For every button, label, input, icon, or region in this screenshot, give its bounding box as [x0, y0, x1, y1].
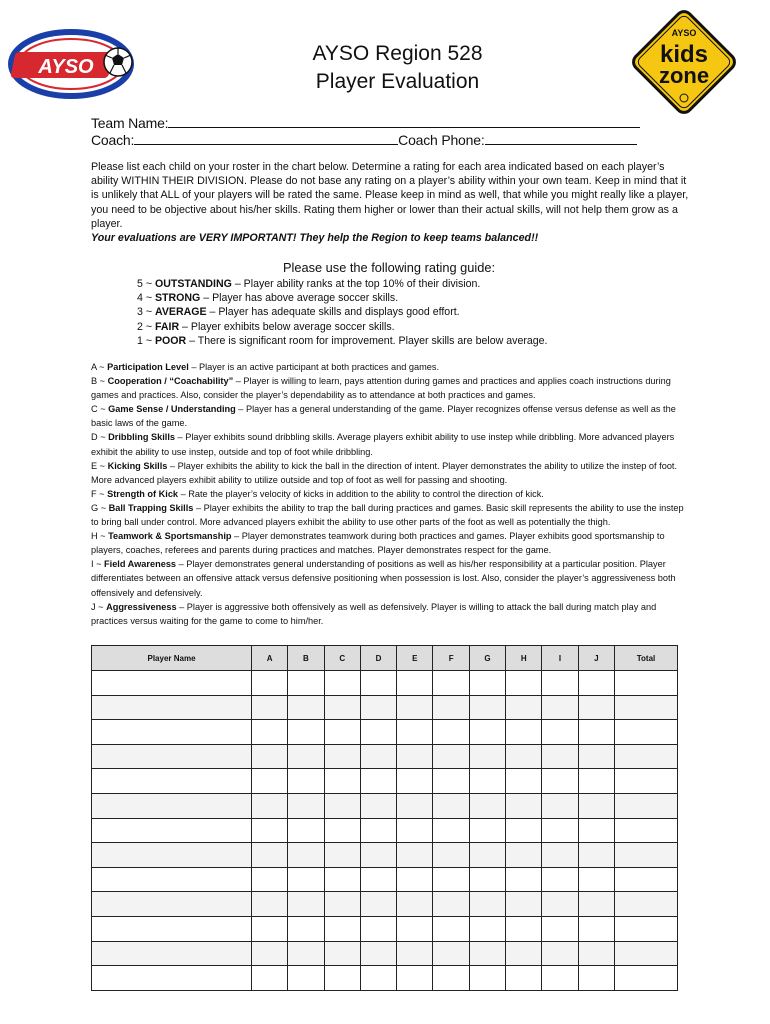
- rating-cell[interactable]: [360, 818, 396, 843]
- criterion-c: C ~ Game Sense / Understanding – Player has a general understanding of the game. Player recognizes offense versus defense as well as the basic laws of the game.: [91, 404, 676, 429]
- player-name-cell[interactable]: [92, 720, 252, 745]
- rating-guide-title: Please use the following rating guide:: [283, 260, 495, 275]
- table-body: [92, 671, 678, 991]
- rating-item: 2 ~ FAIR – Player exhibits below average soccer skills.: [137, 320, 395, 333]
- rating-cell[interactable]: [542, 818, 578, 843]
- rating-cell[interactable]: [433, 720, 469, 745]
- rating-cell[interactable]: [615, 695, 678, 720]
- table-row: [92, 794, 678, 819]
- rating-cell[interactable]: [433, 892, 469, 917]
- kids-zone-kids-text: kids: [659, 41, 709, 68]
- rating-cell[interactable]: [542, 671, 578, 696]
- rating-cell[interactable]: [578, 892, 614, 917]
- rating-cell[interactable]: [288, 843, 324, 868]
- rating-cell[interactable]: [578, 695, 614, 720]
- kids-zone-zone-text: zone: [658, 63, 710, 88]
- rating-cell[interactable]: [542, 744, 578, 769]
- rating-cell[interactable]: [615, 818, 678, 843]
- table-row: [92, 671, 678, 696]
- player-name-cell[interactable]: [92, 818, 252, 843]
- table-row: [92, 818, 678, 843]
- table-row: [92, 966, 678, 991]
- rating-cell[interactable]: [360, 671, 396, 696]
- player-name-cell[interactable]: [92, 671, 252, 696]
- rating-cell[interactable]: [615, 941, 678, 966]
- rating-cell[interactable]: [615, 966, 678, 991]
- rating-cell[interactable]: [252, 917, 288, 942]
- rating-cell[interactable]: [542, 794, 578, 819]
- rating-cell[interactable]: [506, 720, 542, 745]
- header-b: B: [288, 646, 324, 671]
- rating-cell[interactable]: [506, 892, 542, 917]
- criterion-h: H ~ Teamwork & Sportsmanship – Player demonstrates teamwork during both practices and games. Player exhibits good sportsmanship to players, coaches, referees and parents during practices and matches. Player demonstrates respect for the game.: [91, 531, 665, 556]
- rating-cell[interactable]: [288, 917, 324, 942]
- header-i: I: [542, 646, 578, 671]
- player-name-cell[interactable]: [92, 941, 252, 966]
- instructions-text: Please list each child on your roster in the chart below. Determine a rating for each area indicated based on each player’s ability WITHIN THEIR DIVISION. Please do not base any rating on a player’s ability within your own team. Keep in mind that it is unlikely that ALL of your players will be rated the same. Please keep in mind as well, that while you might really like a player, you need to be objective about his/her skills. Rating them higher or lower than their actual skills, will not help them grow as a player.: [91, 161, 689, 230]
- rating-cell[interactable]: [397, 843, 433, 868]
- team-name-line: [91, 113, 640, 131]
- rating-cell[interactable]: [324, 966, 360, 991]
- rating-cell[interactable]: [578, 917, 614, 942]
- rating-cell[interactable]: [506, 917, 542, 942]
- ayso-logo-text: AYSO: [38, 56, 94, 78]
- rating-cell[interactable]: [433, 867, 469, 892]
- rating-cell[interactable]: [469, 941, 505, 966]
- player-name-cell[interactable]: [92, 966, 252, 991]
- rating-cell[interactable]: [397, 744, 433, 769]
- kids-zone-logo: [628, 6, 740, 118]
- criteria-list: [91, 360, 691, 628]
- coach-field[interactable]: [134, 130, 398, 145]
- rating-cell[interactable]: [397, 695, 433, 720]
- title-line-2: Player Evaluation: [315, 70, 480, 93]
- rating-cell[interactable]: [324, 744, 360, 769]
- title-line-1: AYSO Region 528: [312, 42, 483, 65]
- rating-cell[interactable]: [506, 867, 542, 892]
- rating-cell[interactable]: [469, 720, 505, 745]
- rating-cell[interactable]: [397, 818, 433, 843]
- rating-cell[interactable]: [433, 744, 469, 769]
- rating-cell[interactable]: [578, 843, 614, 868]
- rating-cell[interactable]: [252, 671, 288, 696]
- criterion-b: B ~ Cooperation / “Coachability” – Player is willing to learn, pays attention during games and practices and applies coach instructions during games and practices. Also, consider the player’s dependability as to attendance at both practices and games.: [91, 376, 671, 401]
- rating-cell[interactable]: [542, 695, 578, 720]
- rating-cell[interactable]: [324, 695, 360, 720]
- rating-cell[interactable]: [252, 966, 288, 991]
- rating-cell[interactable]: [397, 720, 433, 745]
- rating-cell[interactable]: [615, 744, 678, 769]
- player-name-cell[interactable]: [92, 769, 252, 794]
- rating-cell[interactable]: [506, 941, 542, 966]
- rating-cell[interactable]: [324, 917, 360, 942]
- rating-cell[interactable]: [252, 769, 288, 794]
- rating-cell[interactable]: [469, 843, 505, 868]
- rating-cell[interactable]: [433, 794, 469, 819]
- header-d: D: [360, 646, 396, 671]
- criterion-f: F ~ Strength of Kick – Rate the player’s velocity of kicks in addition to the ability to control the direction of kick.: [91, 488, 544, 499]
- table-row: [92, 695, 678, 720]
- rating-cell[interactable]: [252, 892, 288, 917]
- rating-cell[interactable]: [506, 794, 542, 819]
- rating-cell[interactable]: [397, 671, 433, 696]
- rating-cell[interactable]: [542, 720, 578, 745]
- rating-cell[interactable]: [252, 744, 288, 769]
- rating-cell[interactable]: [324, 941, 360, 966]
- rating-cell[interactable]: [324, 720, 360, 745]
- rating-cell[interactable]: [542, 843, 578, 868]
- rating-cell[interactable]: [469, 794, 505, 819]
- page-title: [250, 40, 545, 96]
- rating-cell[interactable]: [324, 867, 360, 892]
- header-h: H: [506, 646, 542, 671]
- rating-item: 3 ~ AVERAGE – Player has adequate skills and displays good effort.: [137, 306, 460, 319]
- rating-cell[interactable]: [433, 917, 469, 942]
- header-player-name: Player Name: [92, 646, 252, 671]
- rating-cell[interactable]: [360, 720, 396, 745]
- rating-cell[interactable]: [397, 941, 433, 966]
- rating-cell[interactable]: [578, 794, 614, 819]
- rating-item: 1 ~ POOR – There is significant room for improvement. Player skills are below average.: [137, 334, 548, 347]
- rating-cell[interactable]: [360, 769, 396, 794]
- rating-cell[interactable]: [324, 818, 360, 843]
- criterion-g: G ~ Ball Trapping Skills – Player exhibits the ability to trap the ball during practices and games. Basic skill represents the ability to use the instep to bring ball under control. More advanced players exhibit the ability to use other parts of the foot as well as potentially the thigh.: [91, 502, 684, 528]
- player-name-cell[interactable]: [92, 843, 252, 868]
- rating-cell[interactable]: [506, 695, 542, 720]
- rating-cell[interactable]: [578, 744, 614, 769]
- rating-cell[interactable]: [542, 966, 578, 991]
- rating-cell[interactable]: [433, 941, 469, 966]
- rating-cell[interactable]: [542, 917, 578, 942]
- rating-cell[interactable]: [252, 941, 288, 966]
- table-row: [92, 941, 678, 966]
- rating-cell[interactable]: [397, 769, 433, 794]
- rating-cell[interactable]: [360, 892, 396, 917]
- rating-cell[interactable]: [469, 818, 505, 843]
- rating-cell[interactable]: [324, 794, 360, 819]
- instructions: [91, 160, 691, 245]
- rating-cell[interactable]: [615, 720, 678, 745]
- rating-cell[interactable]: [324, 892, 360, 917]
- coach-phone-field[interactable]: [485, 130, 637, 145]
- rating-cell[interactable]: [360, 966, 396, 991]
- rating-cell[interactable]: [542, 867, 578, 892]
- table-row: [92, 892, 678, 917]
- rating-cell[interactable]: [360, 941, 396, 966]
- rating-cell[interactable]: [506, 843, 542, 868]
- rating-cell[interactable]: [360, 917, 396, 942]
- rating-cell[interactable]: [578, 818, 614, 843]
- table-row: [92, 769, 678, 794]
- rating-cell[interactable]: [433, 966, 469, 991]
- rating-cell[interactable]: [288, 867, 324, 892]
- rating-cell[interactable]: [288, 769, 324, 794]
- table-row: [92, 720, 678, 745]
- criterion-d: D ~ Dribbling Skills – Player exhibits sound dribbling skills. Average players exhibit ability to use instep while dribbling. More advanced players exhibit the ability to use instep, outside and top of foot while dribbling.: [91, 432, 675, 457]
- rating-cell[interactable]: [433, 671, 469, 696]
- rating-cell[interactable]: [324, 671, 360, 696]
- rating-cell[interactable]: [578, 867, 614, 892]
- rating-cell[interactable]: [324, 843, 360, 868]
- rating-cell[interactable]: [542, 941, 578, 966]
- table-row: [92, 867, 678, 892]
- table-row: [92, 744, 678, 769]
- player-name-cell[interactable]: [92, 794, 252, 819]
- rating-cell[interactable]: [615, 843, 678, 868]
- ayso-logo: [8, 22, 138, 102]
- rating-cell[interactable]: [433, 843, 469, 868]
- rating-cell[interactable]: [433, 769, 469, 794]
- rating-cell[interactable]: [506, 769, 542, 794]
- rating-cell[interactable]: [360, 867, 396, 892]
- criterion-j: J ~ Aggressiveness – Player is aggressive both offensively as well as defensively. Player is willing to attack the ball during match play and practices versus waiting for the game to come to him/her.: [91, 601, 657, 626]
- rating-cell[interactable]: [288, 695, 324, 720]
- rating-cell[interactable]: [288, 671, 324, 696]
- coach-label: Coach:: [91, 132, 135, 148]
- rating-cell[interactable]: [469, 867, 505, 892]
- rating-cell[interactable]: [397, 867, 433, 892]
- rating-cell[interactable]: [252, 843, 288, 868]
- table-row: [92, 917, 678, 942]
- rating-cell[interactable]: [288, 794, 324, 819]
- rating-cell[interactable]: [288, 818, 324, 843]
- header-total: Total: [615, 646, 678, 671]
- rating-cell[interactable]: [288, 941, 324, 966]
- header-a: A: [252, 646, 288, 671]
- rating-cell[interactable]: [469, 769, 505, 794]
- player-name-cell[interactable]: [92, 867, 252, 892]
- rating-cell[interactable]: [542, 892, 578, 917]
- rating-cell[interactable]: [469, 892, 505, 917]
- header-c: C: [324, 646, 360, 671]
- rating-cell[interactable]: [506, 818, 542, 843]
- rating-cell[interactable]: [469, 917, 505, 942]
- player-name-cell[interactable]: [92, 744, 252, 769]
- rating-cell[interactable]: [397, 794, 433, 819]
- rating-cell[interactable]: [360, 744, 396, 769]
- player-name-cell[interactable]: [92, 917, 252, 942]
- instructions-emphasis: Your evaluations are VERY IMPORTANT! They help the Region to keep teams balanced!!: [91, 232, 539, 245]
- evaluation-table: [91, 645, 678, 991]
- rating-cell[interactable]: [288, 720, 324, 745]
- team-name-label: Team Name:: [91, 115, 169, 131]
- rating-cell[interactable]: [615, 892, 678, 917]
- rating-cell[interactable]: [542, 769, 578, 794]
- header-e: E: [397, 646, 433, 671]
- rating-cell[interactable]: [615, 917, 678, 942]
- rating-cell[interactable]: [433, 818, 469, 843]
- rating-item: 4 ~ STRONG – Player has above average soccer skills.: [137, 292, 399, 305]
- criterion-a: A ~ Participation Level – Player is an active participant at both practices and games.: [91, 362, 440, 372]
- coach-phone-label: Coach Phone:: [398, 132, 485, 148]
- rating-cell[interactable]: [288, 744, 324, 769]
- rating-cell[interactable]: [506, 671, 542, 696]
- rating-cell[interactable]: [578, 941, 614, 966]
- rating-cell[interactable]: [578, 720, 614, 745]
- criterion-i: I ~ Field Awareness – Player demonstrates general understanding of positions as well as his/her responsibility at a particular position. Player differentiates between an offensive attack versus defensive positioning when possession is lost. Also, consider the player’s aggressiveness both offensively and defensively.: [91, 559, 676, 598]
- rating-cell[interactable]: [252, 794, 288, 819]
- rating-cell[interactable]: [615, 794, 678, 819]
- rating-cell[interactable]: [578, 966, 614, 991]
- rating-cell[interactable]: [469, 671, 505, 696]
- rating-cell[interactable]: [615, 671, 678, 696]
- rating-cell[interactable]: [288, 892, 324, 917]
- kids-zone-top-text: AYSO: [671, 28, 697, 38]
- header-j: J: [578, 646, 614, 671]
- header-g: G: [469, 646, 505, 671]
- player-name-cell[interactable]: [92, 695, 252, 720]
- rating-cell[interactable]: [615, 867, 678, 892]
- rating-cell[interactable]: [324, 769, 360, 794]
- rating-cell[interactable]: [469, 695, 505, 720]
- rating-cell[interactable]: [506, 966, 542, 991]
- coach-line: [91, 130, 637, 148]
- rating-cell[interactable]: [397, 917, 433, 942]
- rating-cell[interactable]: [578, 671, 614, 696]
- rating-cell[interactable]: [397, 892, 433, 917]
- header-f: F: [433, 646, 469, 671]
- rating-cell[interactable]: [506, 744, 542, 769]
- team-name-field[interactable]: [168, 113, 640, 128]
- rating-cell[interactable]: [252, 720, 288, 745]
- table-header-row: [92, 646, 678, 671]
- rating-cell[interactable]: [397, 966, 433, 991]
- rating-item: 5 ~ OUTSTANDING – Player ability ranks at the top 10% of their division.: [137, 278, 481, 290]
- criterion-e: E ~ Kicking Skills – Player exhibits the ability to kick the ball in the direction of intent. Player demonstrates the ability to utilize the instep of foot. More advanced players exhibit ability to utilize outside and top of foot as well for passing and shooting.: [91, 460, 678, 485]
- rating-cell[interactable]: [252, 818, 288, 843]
- table-row: [92, 843, 678, 868]
- rating-cell[interactable]: [578, 769, 614, 794]
- player-name-cell[interactable]: [92, 892, 252, 917]
- rating-cell[interactable]: [615, 769, 678, 794]
- rating-cell[interactable]: [360, 695, 396, 720]
- rating-cell[interactable]: [433, 695, 469, 720]
- rating-cell[interactable]: [469, 966, 505, 991]
- rating-guide: [137, 277, 548, 348]
- rating-cell[interactable]: [469, 744, 505, 769]
- rating-cell[interactable]: [288, 966, 324, 991]
- rating-cell[interactable]: [360, 794, 396, 819]
- rating-cell[interactable]: [252, 695, 288, 720]
- rating-cell[interactable]: [360, 843, 396, 868]
- rating-cell[interactable]: [252, 867, 288, 892]
